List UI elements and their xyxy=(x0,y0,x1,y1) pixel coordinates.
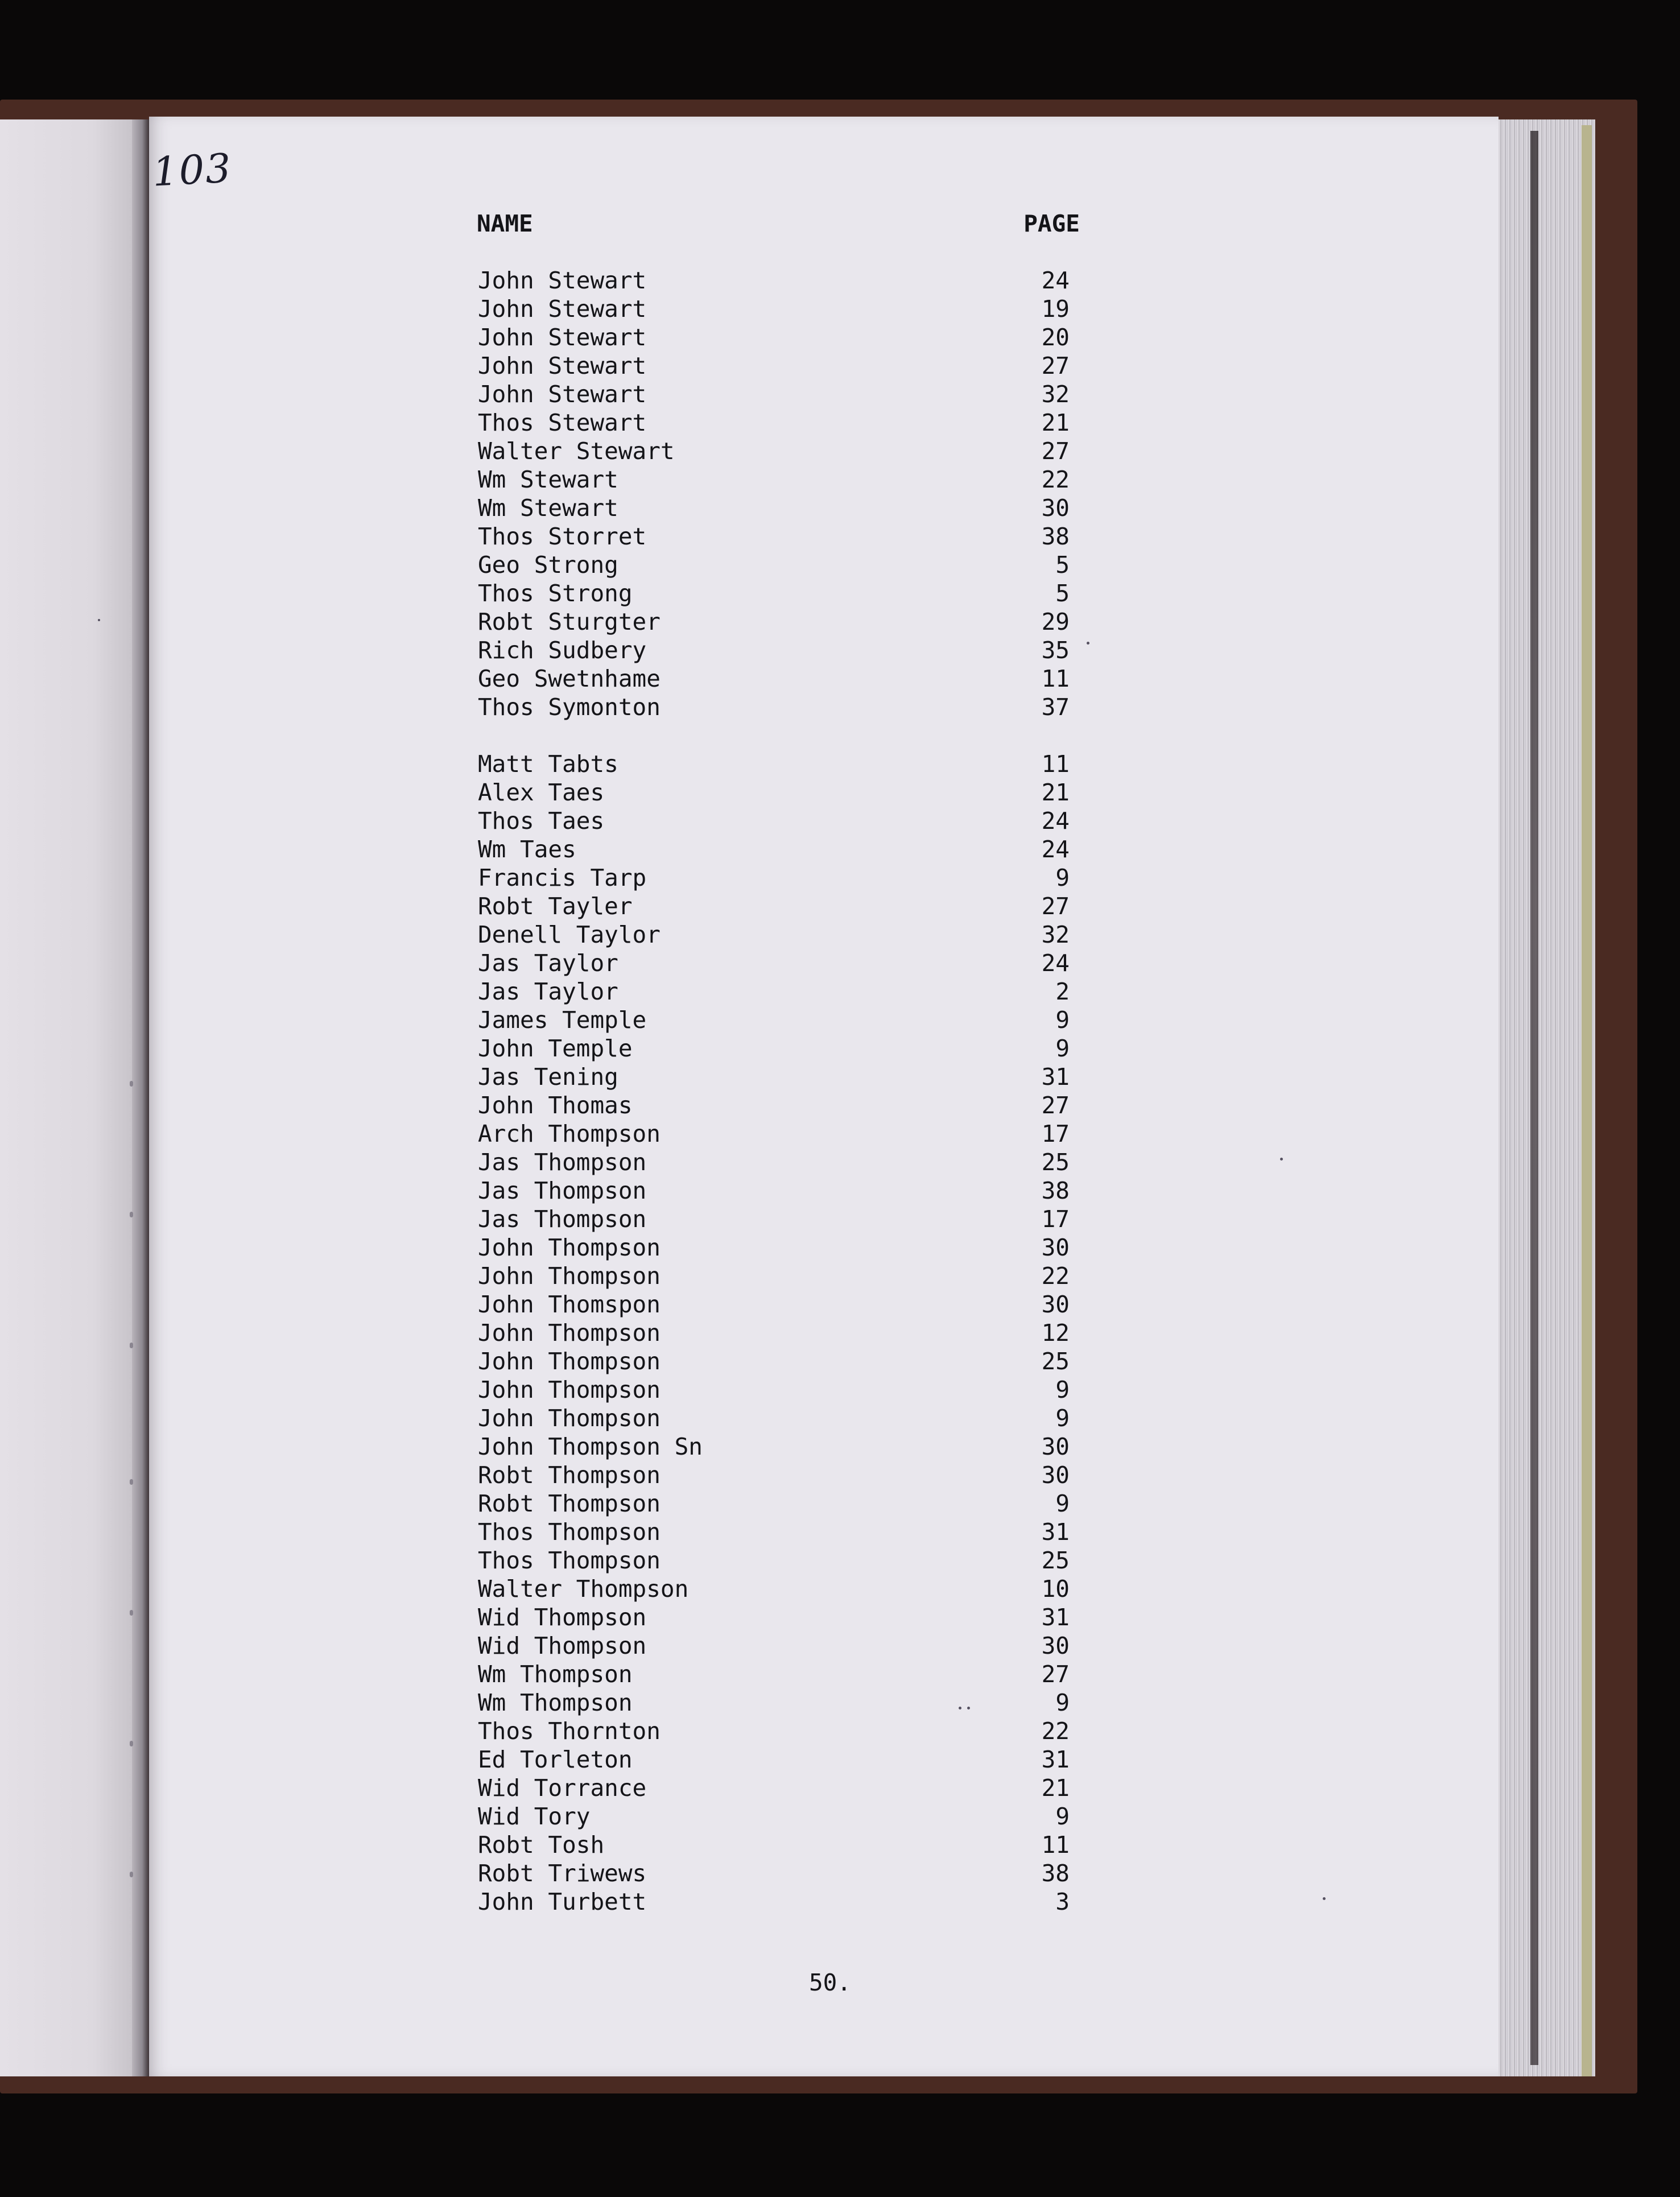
entry-page: 24 xyxy=(1041,267,1070,294)
entry-name: Thos Taes xyxy=(478,807,605,835)
entry-page: 30 xyxy=(1041,1291,1070,1318)
entry-name: John Thomas xyxy=(478,1092,633,1119)
entry-page: 29 xyxy=(1041,608,1070,635)
entry-name: Robt Triwews xyxy=(478,1860,647,1887)
entry-page: 27 xyxy=(1041,1661,1070,1688)
page-edges-shadow xyxy=(1530,131,1538,2065)
index-entry xyxy=(478,1603,1070,1632)
index-entry xyxy=(478,551,1070,579)
index-entry xyxy=(478,579,1070,608)
entry-page: 11 xyxy=(1041,1831,1070,1859)
index-entry xyxy=(478,1290,1070,1319)
binding-hole xyxy=(130,1212,133,1217)
index-entry xyxy=(478,892,1070,920)
entry-name: James Temple xyxy=(478,1006,647,1034)
index-entry xyxy=(478,664,1070,693)
entry-page: 24 xyxy=(1041,949,1070,977)
binding-hole xyxy=(130,1343,133,1348)
entry-name: John Thompson Sn xyxy=(478,1433,703,1460)
binding-hole xyxy=(130,1081,133,1087)
entry-page: 5 xyxy=(1055,551,1070,579)
entry-name: John Thompson xyxy=(478,1262,661,1290)
name-column-header: NAME xyxy=(477,210,533,237)
entry-name: Robt Thompson xyxy=(478,1461,661,1489)
entry-name: John Stewart xyxy=(478,352,647,379)
index-entry xyxy=(478,949,1070,977)
stray-mark xyxy=(98,619,100,621)
entry-name: Thos Stewart xyxy=(478,409,647,436)
entry-name: John Stewart xyxy=(478,324,647,351)
stray-mark xyxy=(1087,642,1089,645)
entry-name: John Stewart xyxy=(478,267,647,294)
entry-page: 24 xyxy=(1041,807,1070,835)
index-entry xyxy=(478,750,1070,778)
index-entry xyxy=(478,864,1070,892)
entry-name: Thos Symonton xyxy=(478,693,661,721)
entry-page: 9 xyxy=(1055,864,1070,891)
entry-name: John Thompson xyxy=(478,1234,661,1261)
index-entry xyxy=(478,1774,1070,1802)
entry-name: Robt Sturgter xyxy=(478,608,661,635)
entry-page: 38 xyxy=(1041,1177,1070,1204)
index-section-s xyxy=(478,266,1070,721)
index-entry xyxy=(478,1660,1070,1688)
entry-name: Wid Tory xyxy=(478,1803,591,1830)
index-section-t xyxy=(478,750,1070,1916)
index-entry xyxy=(478,693,1070,721)
entry-name: Thos Thornton xyxy=(478,1717,661,1745)
entry-name: Walter Stewart xyxy=(478,437,675,465)
index-entry xyxy=(478,835,1070,864)
entry-name: Thos Strong xyxy=(478,580,633,607)
index-entry xyxy=(478,465,1070,494)
book-gutter xyxy=(132,119,149,2076)
entry-page: 37 xyxy=(1041,693,1070,721)
entry-page: 17 xyxy=(1041,1205,1070,1233)
index-entry xyxy=(478,636,1070,664)
entry-name: Robt Thompson xyxy=(478,1490,661,1517)
entry-page: 27 xyxy=(1041,437,1070,465)
index-entry xyxy=(478,1233,1070,1262)
entry-name: Rich Sudbery xyxy=(478,637,647,664)
entry-page: 21 xyxy=(1041,409,1070,436)
entry-name: Jas Thompson xyxy=(478,1205,647,1233)
entry-page: 21 xyxy=(1041,779,1070,806)
entry-page: 22 xyxy=(1041,466,1070,493)
page-number: 50. xyxy=(809,1969,852,1996)
index-entry xyxy=(478,977,1070,1006)
entry-page: 22 xyxy=(1041,1717,1070,1745)
entry-name: John Thompson xyxy=(478,1348,661,1375)
page-edges-stack xyxy=(1499,119,1595,2076)
index-entry xyxy=(478,1461,1070,1489)
index-entry xyxy=(478,608,1070,636)
entry-name: Matt Tabts xyxy=(478,750,618,778)
index-entry xyxy=(478,494,1070,522)
index-entry xyxy=(478,1319,1070,1347)
entry-page: 30 xyxy=(1041,1234,1070,1261)
left-facing-page xyxy=(0,119,132,2076)
entry-name: Robt Tayler xyxy=(478,893,633,920)
index-entry xyxy=(478,352,1070,380)
binding-hole xyxy=(130,1610,133,1616)
index-entry xyxy=(478,1518,1070,1546)
entry-name: John Thompson xyxy=(478,1405,661,1432)
index-entry xyxy=(478,1859,1070,1888)
entry-page: 30 xyxy=(1041,1632,1070,1659)
entry-page: 12 xyxy=(1041,1319,1070,1347)
index-entry xyxy=(478,1717,1070,1745)
entry-page: 3 xyxy=(1055,1888,1070,1915)
entry-page: 19 xyxy=(1041,295,1070,323)
entry-name: Wid Thompson xyxy=(478,1632,647,1659)
index-entry xyxy=(478,295,1070,323)
index-entry xyxy=(478,437,1070,465)
binding-hole xyxy=(130,1479,133,1485)
entry-name: Jas Taylor xyxy=(478,978,618,1005)
index-entry xyxy=(478,1063,1070,1091)
page-column-header: PAGE xyxy=(1023,210,1080,237)
index-entry xyxy=(478,1262,1070,1290)
entry-name: Walter Thompson xyxy=(478,1575,689,1603)
stray-mark xyxy=(967,1707,970,1709)
entry-name: Robt Tosh xyxy=(478,1831,605,1859)
entry-page: 30 xyxy=(1041,1461,1070,1489)
index-entry xyxy=(478,1148,1070,1176)
entry-page: 2 xyxy=(1055,978,1070,1005)
entry-page: 9 xyxy=(1055,1035,1070,1062)
index-entry xyxy=(478,380,1070,408)
index-entry xyxy=(478,1006,1070,1034)
entry-name: Geo Swetnhame xyxy=(478,665,661,692)
entry-page: 35 xyxy=(1041,637,1070,664)
stray-mark xyxy=(959,1707,961,1709)
entry-page: 27 xyxy=(1041,893,1070,920)
entry-page: 11 xyxy=(1041,750,1070,778)
entry-name: Thos Storret xyxy=(478,523,647,550)
left-page-bleed-through xyxy=(3,155,134,255)
entry-name: Jas Thompson xyxy=(478,1177,647,1204)
index-entry xyxy=(478,1831,1070,1859)
entry-name: Wid Thompson xyxy=(478,1604,647,1631)
entry-name: Wm Thompson xyxy=(478,1689,633,1716)
entry-page: 31 xyxy=(1041,1063,1070,1091)
index-entry xyxy=(478,1347,1070,1376)
column-header-row xyxy=(477,209,1080,238)
entry-page: 27 xyxy=(1041,352,1070,379)
index-entry xyxy=(478,1376,1070,1404)
entry-page: 10 xyxy=(1041,1575,1070,1603)
entry-name: Wm Stewart xyxy=(478,466,618,493)
entry-page: 11 xyxy=(1041,665,1070,692)
index-entry xyxy=(478,408,1070,437)
entry-page: 9 xyxy=(1055,1803,1070,1830)
entry-page: 9 xyxy=(1055,1689,1070,1716)
handwritten-note: 103 xyxy=(151,144,233,196)
stray-mark xyxy=(1323,1897,1326,1900)
index-entry xyxy=(478,1176,1070,1205)
entry-page: 9 xyxy=(1055,1376,1070,1403)
entry-page: 25 xyxy=(1041,1348,1070,1375)
index-entry xyxy=(478,1091,1070,1120)
entry-page: 9 xyxy=(1055,1405,1070,1432)
index-entry xyxy=(478,778,1070,807)
binding-hole xyxy=(130,1872,133,1877)
index-entry xyxy=(478,323,1070,352)
entry-name: Jas Tening xyxy=(478,1063,618,1091)
entry-name: Wm Taes xyxy=(478,836,576,863)
index-entry xyxy=(478,1120,1070,1148)
entry-name: Jas Taylor xyxy=(478,949,618,977)
index-entry xyxy=(478,1745,1070,1774)
index-entry xyxy=(478,1432,1070,1461)
entry-name: Thos Thompson xyxy=(478,1547,661,1574)
entry-name: Geo Strong xyxy=(478,551,618,579)
entry-page: 31 xyxy=(1041,1604,1070,1631)
index-entry xyxy=(478,1489,1070,1518)
entry-page: 21 xyxy=(1041,1774,1070,1802)
entry-name: Arch Thompson xyxy=(478,1120,661,1147)
entry-name: John Turbett xyxy=(478,1888,647,1915)
entry-name: Denell Taylor xyxy=(478,921,661,948)
entry-page: 20 xyxy=(1041,324,1070,351)
entry-page: 17 xyxy=(1041,1120,1070,1147)
index-entry xyxy=(478,1205,1070,1233)
index-entry xyxy=(478,522,1070,551)
index-entry xyxy=(478,1404,1070,1432)
entry-name: Thos Thompson xyxy=(478,1518,661,1546)
entry-name: Alex Taes xyxy=(478,779,605,806)
entry-name: John Thompson xyxy=(478,1319,661,1347)
index-entry xyxy=(478,1888,1070,1916)
entry-page: 9 xyxy=(1055,1006,1070,1034)
entry-name: John Thompson xyxy=(478,1376,661,1403)
stray-mark xyxy=(1280,1158,1283,1161)
entry-page: 5 xyxy=(1055,580,1070,607)
index-entry xyxy=(478,1632,1070,1660)
entry-page: 27 xyxy=(1041,1092,1070,1119)
index-entry xyxy=(478,1546,1070,1575)
index-entry xyxy=(478,1688,1070,1717)
entry-page: 24 xyxy=(1041,836,1070,863)
index-entry xyxy=(478,1575,1070,1603)
entry-name: Jas Thompson xyxy=(478,1149,647,1176)
index-entry xyxy=(478,1802,1070,1831)
index-entry xyxy=(478,920,1070,949)
binding-hole xyxy=(130,1741,133,1746)
entry-name: Francis Tarp xyxy=(478,864,647,891)
entry-page: 25 xyxy=(1041,1547,1070,1574)
index-entry xyxy=(478,1034,1070,1063)
entry-page: 32 xyxy=(1041,921,1070,948)
entry-page: 30 xyxy=(1041,494,1070,522)
entry-page: 30 xyxy=(1041,1433,1070,1460)
entry-name: Wm Stewart xyxy=(478,494,618,522)
index-entry xyxy=(478,266,1070,295)
entry-name: Wm Thompson xyxy=(478,1661,633,1688)
entry-name: Ed Torleton xyxy=(478,1746,633,1773)
entry-name: John Temple xyxy=(478,1035,633,1062)
entry-page: 25 xyxy=(1041,1149,1070,1176)
entry-page: 22 xyxy=(1041,1262,1070,1290)
entry-name: John Stewart xyxy=(478,381,647,408)
entry-page: 31 xyxy=(1041,1518,1070,1546)
entry-page: 38 xyxy=(1041,1860,1070,1887)
entry-page: 31 xyxy=(1041,1746,1070,1773)
entry-name: Wid Torrance xyxy=(478,1774,647,1802)
entry-name: John Stewart xyxy=(478,295,647,323)
entry-page: 9 xyxy=(1055,1490,1070,1517)
index-entry xyxy=(478,807,1070,835)
entry-page: 38 xyxy=(1041,523,1070,550)
cover-edge-strip xyxy=(1582,125,1592,2076)
entry-name: John Thomspon xyxy=(478,1291,661,1318)
entry-page: 32 xyxy=(1041,381,1070,408)
